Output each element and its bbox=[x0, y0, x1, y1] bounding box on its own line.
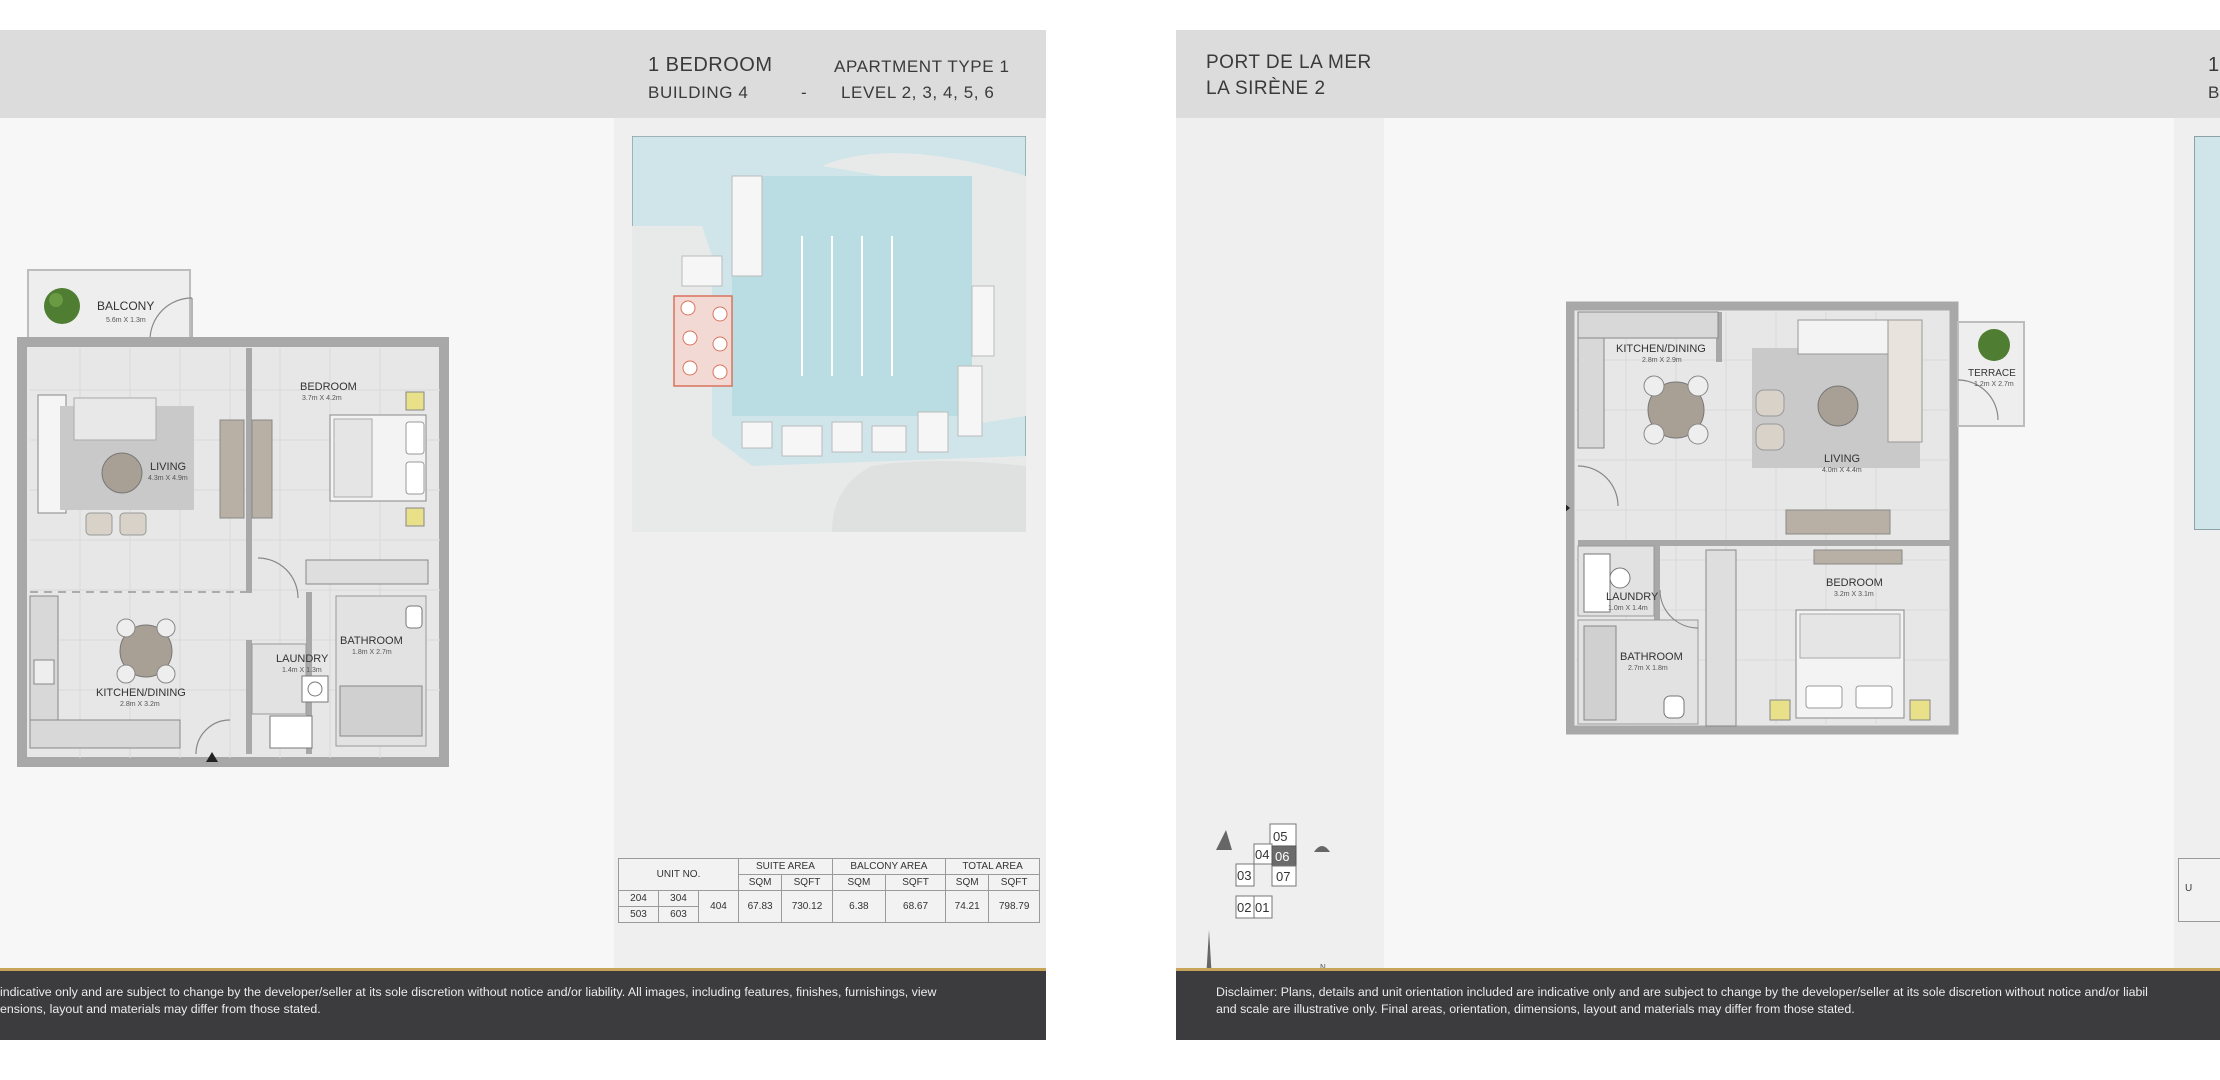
plant-icon bbox=[44, 288, 80, 324]
brochure-page-right bbox=[1176, 30, 2220, 1040]
level-label: LEVEL 2, 3, 4, 5, 6 bbox=[841, 83, 995, 102]
kitchen-label: KITCHEN/DINING bbox=[96, 687, 186, 699]
tv-console bbox=[220, 420, 244, 518]
bedroom-dim: 3.7m X 4.2m bbox=[302, 395, 342, 402]
balcony-label: BALCONY bbox=[97, 299, 155, 313]
nightstand bbox=[406, 392, 424, 410]
brochure-page-left bbox=[0, 30, 1046, 1040]
unit-number: 304 bbox=[659, 891, 699, 907]
pillow bbox=[406, 422, 424, 454]
nightstand bbox=[1770, 700, 1790, 720]
disclaimer-line-2: and scale are illustrative only. Final areas, orientation, dimensions, layout and materials may differ from those stated. bbox=[1216, 1002, 1855, 1016]
bathtub bbox=[340, 686, 422, 736]
plant-leaf-icon bbox=[49, 293, 63, 307]
site-key-map bbox=[632, 136, 1026, 532]
fish-icon bbox=[1314, 846, 1330, 852]
page-header bbox=[1176, 30, 2220, 118]
unit-label: 03 bbox=[1237, 868, 1252, 883]
sqm-header: SQM bbox=[739, 875, 782, 891]
building-block bbox=[682, 256, 722, 286]
suite-sqft: 730.12 bbox=[782, 891, 833, 923]
living-label: LIVING bbox=[150, 461, 187, 473]
bedroom-label: BEDROOM bbox=[1826, 577, 1883, 589]
dryer-icon bbox=[1610, 568, 1630, 588]
unit-type-title: 1 BEDROOM bbox=[648, 54, 773, 76]
wall bbox=[246, 640, 252, 754]
bedroom-dim: 3.2m X 3.1m bbox=[1834, 591, 1874, 598]
wardrobe bbox=[1706, 550, 1736, 726]
shower-tray bbox=[1584, 626, 1616, 720]
nightstand bbox=[406, 508, 424, 526]
total-sqm: 74.21 bbox=[946, 891, 989, 923]
bedroom-closet bbox=[306, 560, 428, 584]
unit-number: 503 bbox=[619, 907, 659, 923]
unit-label: 01 bbox=[1255, 900, 1270, 915]
washer-icon bbox=[1584, 554, 1610, 612]
footer-accent-line bbox=[0, 968, 1046, 971]
terrace-dim: 1.2m X 2.7m bbox=[1974, 381, 2014, 388]
level-key-plan bbox=[1202, 810, 1332, 990]
armchair bbox=[1756, 424, 1784, 450]
kitchen-label: KITCHEN/DINING bbox=[1616, 343, 1706, 355]
dining-chair bbox=[157, 665, 175, 683]
laundry-label: LAUNDRY bbox=[1606, 591, 1659, 603]
bedroom-label: BEDROOM bbox=[300, 381, 357, 393]
chair bbox=[120, 513, 146, 535]
suite-area-header: SUITE AREA bbox=[739, 859, 833, 875]
disclaimer-footer bbox=[0, 968, 1046, 1040]
sofa-chaise bbox=[1888, 320, 1922, 442]
dining-chair bbox=[1644, 376, 1664, 396]
laundry-dim: 1.4m X 1.3m bbox=[282, 667, 322, 674]
unit-label: 04 bbox=[1255, 847, 1270, 862]
sqm-header: SQM bbox=[946, 875, 989, 891]
building-label: BUILDING 4 bbox=[648, 83, 749, 102]
dining-chair bbox=[1688, 424, 1708, 444]
unit-number: 204 bbox=[619, 891, 659, 907]
tv-console bbox=[1786, 510, 1890, 534]
building-label-partial: B bbox=[2208, 83, 2220, 102]
living-dim: 4.0m X 4.4m bbox=[1822, 467, 1862, 474]
bathroom-label: BATHROOM bbox=[340, 635, 403, 647]
kitchen-dim: 2.8m X 2.9m bbox=[1642, 357, 1682, 364]
hob-icon bbox=[34, 660, 54, 684]
wall bbox=[246, 348, 252, 593]
unit-label: 05 bbox=[1273, 829, 1288, 844]
washer-icon bbox=[302, 676, 328, 702]
dining-chair bbox=[1688, 376, 1708, 396]
marina-basin bbox=[732, 176, 972, 416]
unit-type-title-partial: 1 bbox=[2208, 54, 2220, 76]
pillow bbox=[1856, 686, 1892, 708]
unit-no-header: UNIT NO. bbox=[619, 859, 739, 891]
chair bbox=[86, 513, 112, 535]
bed-blanket bbox=[334, 419, 372, 497]
balcony-sqm: 6.38 bbox=[832, 891, 885, 923]
header-dash: - bbox=[801, 83, 808, 102]
unit-area-table-partial bbox=[2178, 858, 2220, 922]
laundry-dim: 1.0m X 1.4m bbox=[1608, 605, 1648, 612]
toilet-icon bbox=[1664, 696, 1684, 718]
unit-number: 603 bbox=[659, 907, 699, 923]
toilet-icon bbox=[406, 606, 422, 628]
living-dim: 4.3m X 4.9m bbox=[148, 475, 188, 482]
dining-chair bbox=[117, 619, 135, 637]
balcony-dim: 5.6m X 1.3m bbox=[106, 317, 146, 324]
wall bbox=[1578, 540, 1950, 546]
floor-plan bbox=[1566, 300, 2036, 770]
unit-label-highlighted: 06 bbox=[1275, 849, 1290, 864]
sqft-header: SQFT bbox=[782, 875, 833, 891]
nightstand bbox=[1910, 700, 1930, 720]
floor-plan bbox=[0, 230, 460, 790]
bathroom-dim: 2.7m X 1.8m bbox=[1628, 665, 1668, 672]
total-area-header: TOTAL AREA bbox=[946, 859, 1040, 875]
page-header bbox=[0, 30, 1046, 118]
kitchen-counter bbox=[1578, 338, 1604, 448]
terrace-label: TERRACE bbox=[1968, 368, 2016, 379]
sofa-back bbox=[74, 398, 156, 440]
coffee-table bbox=[102, 453, 142, 493]
dining-chair bbox=[117, 665, 135, 683]
sqm-header: SQM bbox=[832, 875, 885, 891]
unit-label: 02 bbox=[1237, 900, 1252, 915]
project-name: PORT DE LA MER bbox=[1206, 52, 1372, 73]
apartment-type: APARTMENT TYPE 1 bbox=[834, 57, 1010, 76]
laundry-label: LAUNDRY bbox=[276, 653, 329, 665]
footer-accent-line bbox=[1176, 968, 2220, 971]
plant-icon bbox=[1978, 329, 2010, 361]
table-stub-text: U bbox=[2185, 883, 2193, 894]
building-block bbox=[732, 176, 762, 276]
bed-blanket bbox=[1800, 614, 1900, 658]
boat-icon bbox=[1216, 830, 1232, 850]
wardrobe bbox=[252, 420, 272, 518]
unit-area-table bbox=[618, 858, 1040, 923]
balcony-area-header: BALCONY AREA bbox=[832, 859, 945, 875]
sqft-header: SQFT bbox=[989, 875, 1040, 891]
disclaimer-line-1: Disclaimer: Plans, details and unit orientation included are indicative only and are subject to change by the developer/seller at its sole discretion without notice and/or liabil bbox=[1216, 985, 2148, 999]
kitchen-counter bbox=[30, 720, 180, 748]
kitchen-dim: 2.8m X 3.2m bbox=[120, 701, 160, 708]
suite-sqm: 67.83 bbox=[739, 891, 782, 923]
bathroom-dim: 1.8m X 2.7m bbox=[352, 649, 392, 656]
disclaimer-line-1: indicative only and are subject to change by the developer/seller at its sole discretion without notice and/or liability. All images, including features, finishes, furnishings, view bbox=[0, 985, 937, 999]
shower-tray bbox=[270, 716, 312, 748]
pillow bbox=[406, 462, 424, 494]
unit-number: 404 bbox=[699, 891, 739, 923]
site-key-map-partial bbox=[2194, 136, 2220, 530]
coffee-table bbox=[1818, 386, 1858, 426]
dining-chair bbox=[157, 619, 175, 637]
unit-label: 07 bbox=[1276, 869, 1291, 884]
sqft-header: SQFT bbox=[885, 875, 945, 891]
kitchen-counter bbox=[1578, 312, 1718, 338]
dining-chair bbox=[1644, 424, 1664, 444]
pillow bbox=[1806, 686, 1842, 708]
disclaimer-line-2: ensions, layout and materials may differ from those stated. bbox=[0, 1002, 321, 1016]
building-name: LA SIRÈNE 2 bbox=[1206, 78, 1326, 99]
balcony-sqft: 68.67 bbox=[885, 891, 945, 923]
bedroom-dresser bbox=[1814, 550, 1902, 564]
bathroom-label: BATHROOM bbox=[1620, 651, 1683, 663]
total-sqft: 798.79 bbox=[989, 891, 1040, 923]
disclaimer-footer bbox=[1176, 968, 2220, 1040]
living-label: LIVING bbox=[1824, 453, 1861, 465]
armchair bbox=[1756, 390, 1784, 416]
